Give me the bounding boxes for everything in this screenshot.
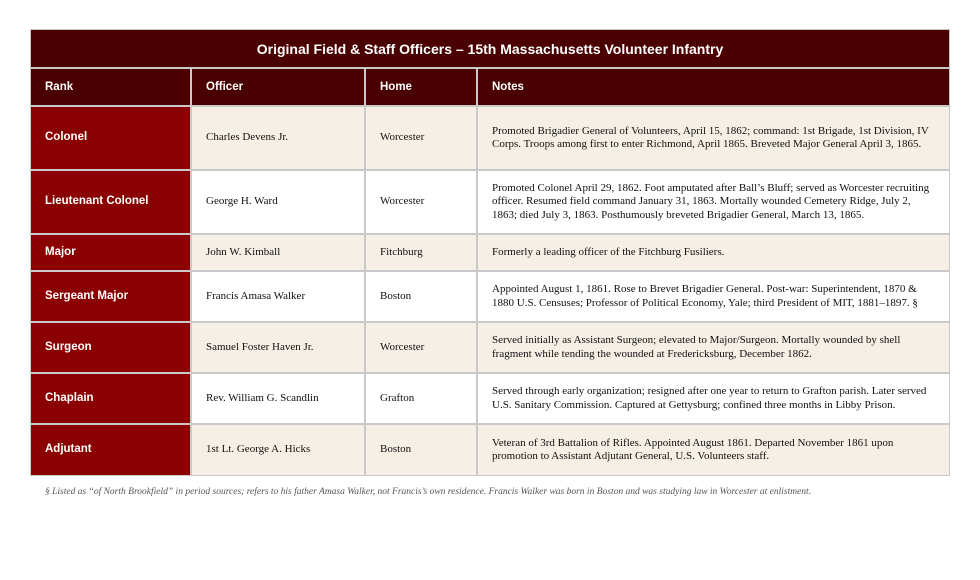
table-row (31, 170, 949, 234)
officer-cell: Samuel Foster Haven Jr. (191, 322, 365, 373)
officer-cell: Rev. William G. Scandlin (191, 373, 365, 424)
notes-cell: Promoted Colonel April 29, 1862. Foot amputated after Ball’s Bluff; served as Worcester recruiting officer. Resumed field command January 31, 1863. Mortally wounded Cemetery Ridge, July 2, 1863; died July 3, 1863. Posthumously breveted Brigadier General, March 13, 1865. (477, 170, 949, 234)
table-row (31, 373, 949, 424)
officer-cell: Charles Devens Jr. (191, 106, 365, 170)
home-cell: Boston (365, 271, 477, 322)
officer-cell: Francis Amasa Walker (191, 271, 365, 322)
officer-cell: 1st Lt. George A. Hicks (191, 424, 365, 475)
notes-cell: Promoted Brigadier General of Volunteers, April 15, 1862; command: 1st Brigade, 1st Division, IV Corps. Troops among first to enter Richmond, April 1865. Breveted Major General April 3, 1865. (477, 106, 949, 170)
notes-cell: Appointed August 1, 1861. Rose to Brevet Brigadier General. Post-war: Superintendent, 1870 & 1880 U.S. Censuses; Professor of Political Economy, Yale; third President of MIT, 1881–1897. § (477, 271, 949, 322)
footnote: § Listed as “of North Brookfield” in period sources; refers to his father Amasa Walker, not Francis’s own residence. Francis Walker was born in Boston and was studying law in Worcester at enlistment. (45, 487, 812, 497)
notes-cell: Veteran of 3rd Battalion of Rifles. Appointed August 1861. Departed November 1861 upon promotion to Assistant Adjutant General, U.S. Volunteers staff. (477, 424, 949, 475)
rank-cell: Sergeant Major (31, 271, 191, 322)
header-rank: Rank (31, 68, 191, 106)
home-cell: Grafton (365, 373, 477, 424)
notes-cell: Served through early organization; resigned after one year to return to Grafton parish. Later served U.S. Sanitary Commission. Captured at Gettysburg; confined three months in Libby Prison. (477, 373, 949, 424)
table-row (31, 106, 949, 170)
table-row (31, 234, 949, 271)
rank-cell: Colonel (31, 106, 191, 170)
title-row (31, 30, 949, 68)
table-row (31, 424, 949, 475)
rank-cell: Surgeon (31, 322, 191, 373)
table-row (31, 271, 949, 322)
header-officer: Officer (191, 68, 365, 106)
home-cell: Boston (365, 424, 477, 475)
header-notes: Notes (477, 68, 949, 106)
notes-cell: Served initially as Assistant Surgeon; elevated to Major/Surgeon. Mortally wounded by shell fragment while tending the wounded at Fredericksburg, December 1862. (477, 322, 949, 373)
rank-cell: Major (31, 234, 191, 271)
notes-cell: Formerly a leading officer of the Fitchburg Fusiliers. (477, 234, 949, 271)
header-home: Home (365, 68, 477, 106)
officers-table-container (30, 29, 950, 476)
table-title: Original Field & Staff Officers – 15th Massachusetts Volunteer Infantry (31, 30, 949, 68)
officer-cell: George H. Ward (191, 170, 365, 234)
rank-cell: Chaplain (31, 373, 191, 424)
table-row (31, 322, 949, 373)
rank-cell: Lieutenant Colonel (31, 170, 191, 234)
home-cell: Worcester (365, 322, 477, 373)
officers-table (31, 30, 949, 475)
home-cell: Worcester (365, 170, 477, 234)
home-cell: Worcester (365, 106, 477, 170)
officer-cell: John W. Kimball (191, 234, 365, 271)
rank-cell: Adjutant (31, 424, 191, 475)
header-row (31, 68, 949, 106)
home-cell: Fitchburg (365, 234, 477, 271)
